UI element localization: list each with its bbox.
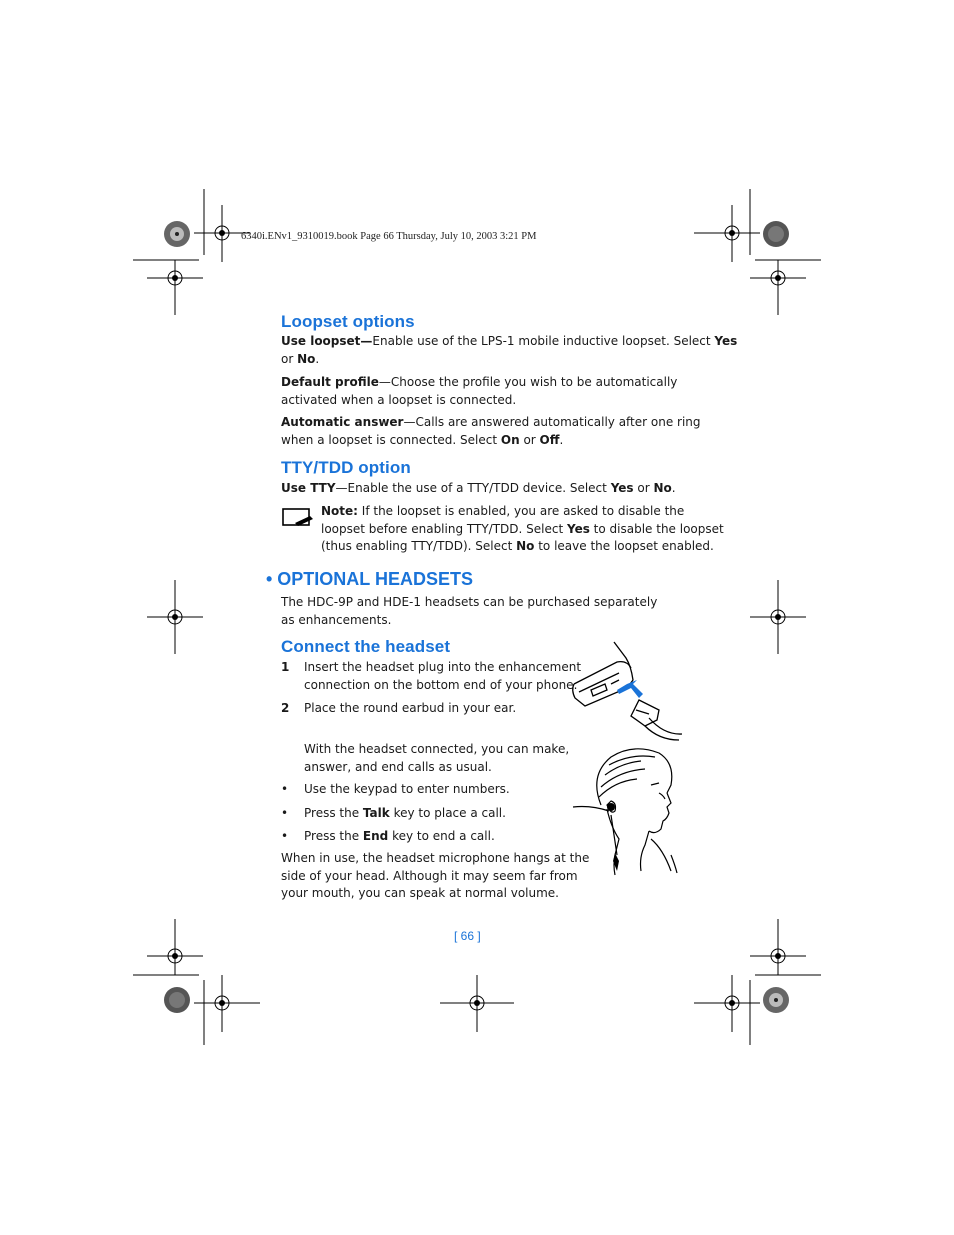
step-number: 2: [281, 701, 290, 715]
step-number: 1: [281, 660, 290, 674]
step-2-text: Place the round earbud in your ear.: [304, 701, 517, 715]
phone-plug-illustration: [569, 640, 684, 745]
default-profile-para: Default profile—Choose the profile you wish to be automatically activated when a loopset is connected.: [281, 375, 678, 407]
optional-headsets-heading: • OPTIONAL HEADSETS: [266, 569, 473, 589]
bullet-symbol: •: [281, 782, 289, 796]
page-number: [ 66 ]: [454, 929, 481, 943]
connect-heading: Connect the headset: [281, 637, 451, 656]
tty-heading: TTY/TDD option: [281, 458, 411, 477]
step-1-text: Insert the headset plug into the enhancement connection on the bottom end of your phone.: [304, 660, 582, 692]
bullet-talk: Press the Talk key to place a call.: [304, 806, 506, 820]
headsets-intro: The HDC-9P and HDE-1 headsets can be purchased separately as enhancements.: [281, 595, 658, 627]
bullet-keypad: Use the keypad to enter numbers.: [304, 782, 510, 796]
bullet-end: Press the End key to end a call.: [304, 829, 495, 843]
bullet-symbol: •: [281, 829, 289, 843]
use-loopset-para: Use loopset—Enable use of the LPS-1 mobile inductive loopset. Select Yes or No.: [281, 334, 738, 366]
bullet-symbol: •: [281, 806, 289, 820]
use-tty-para: Use TTY—Enable the use of a TTY/TDD device. Select Yes or No.: [281, 481, 676, 495]
note-icon: [282, 507, 314, 531]
headset-wearer-illustration: [571, 745, 683, 877]
loopset-heading: Loopset options: [281, 312, 415, 331]
print-header: 6340i.ENv1_9310019.book Page 66 Thursday, July 10, 2003 3:21 PM: [241, 231, 537, 242]
automatic-answer-para: Automatic answer—Calls are answered automatically after one ring when a loopset is connected. Select On or Off.: [281, 415, 701, 447]
closing-paragraph: When in use, the headset microphone hangs at the side of your head. Although it may seem far from your mouth, you can speak at normal volume.: [281, 851, 590, 900]
connected-usage-text: With the headset connected, you can make, answer, and end calls as usual.: [304, 742, 570, 774]
tty-note: Note: If the loopset is enabled, you are asked to disable the loopset before enabling TTY/TDD. Select Yes to disable the loopset (thus enabling TTY/TDD). Select No to leave the loopset enabled.: [321, 504, 724, 553]
